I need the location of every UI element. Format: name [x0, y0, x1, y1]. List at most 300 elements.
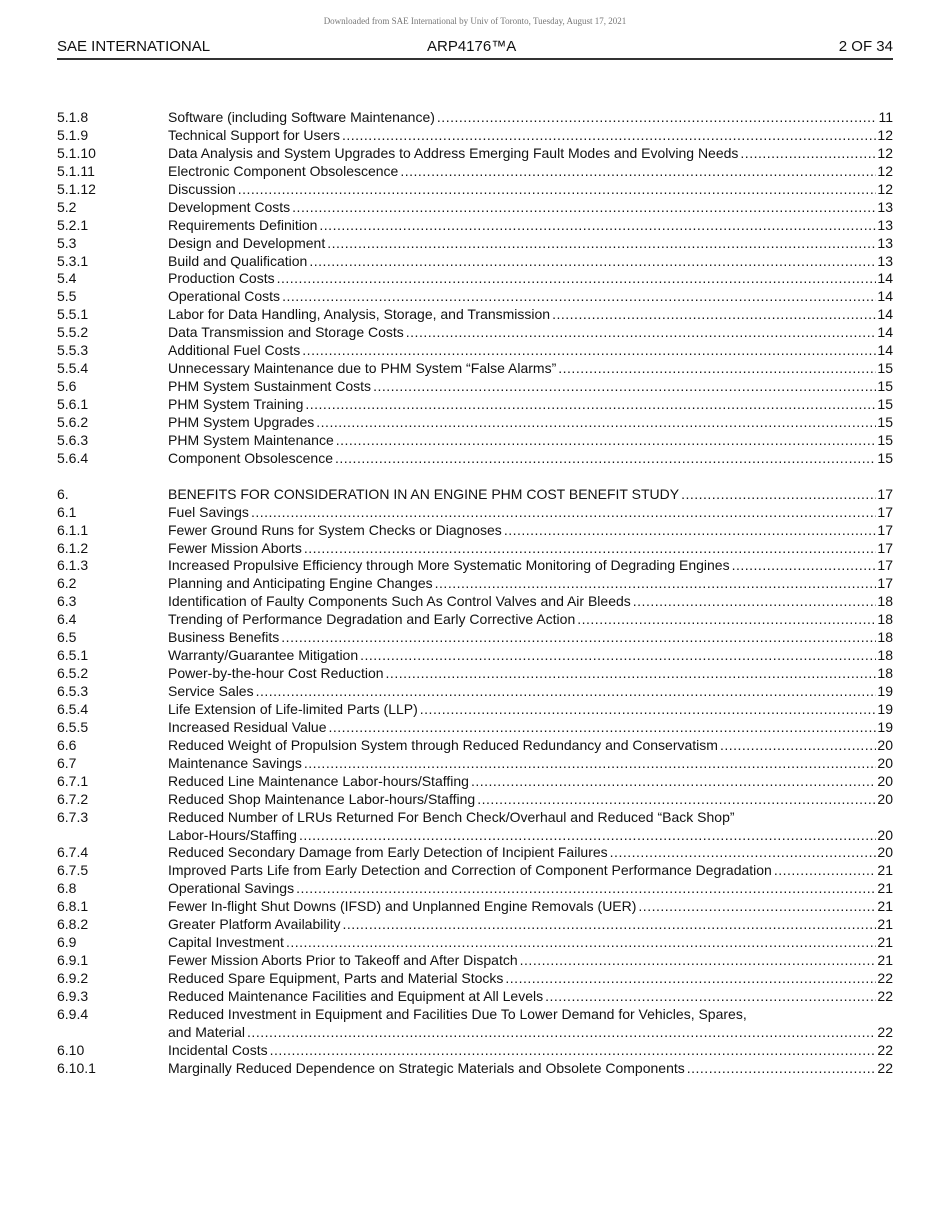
- toc-entry-title[interactable]: Power-by-the-hour Cost Reduction: [168, 665, 384, 682]
- toc-entry-page[interactable]: 13: [877, 198, 893, 215]
- toc-entry-line: [168, 880, 893, 898]
- toc-entry-number: 5.3.1: [57, 252, 89, 269]
- toc-entry[interactable]: [57, 342, 893, 360]
- toc-entry-title[interactable]: Operational Savings: [168, 880, 295, 897]
- toc-entry-page[interactable]: 13: [877, 216, 893, 233]
- toc-entry-number: 5.6: [57, 378, 77, 395]
- toc-entry-title[interactable]: Reduced Investment in Equipment and Facilities Due To Lower Demand for Vehicles, Spares,: [168, 1005, 747, 1022]
- toc-entry-number: 6.9.2: [57, 970, 89, 986]
- toc-entry-line: [168, 342, 893, 360]
- toc-entry-page[interactable]: 21: [877, 898, 893, 915]
- toc-entry-title[interactable]: Increased Residual Value: [168, 718, 327, 735]
- dot-leader: [336, 432, 877, 450]
- toc-entry-line: [168, 1024, 893, 1042]
- toc-entry-page[interactable]: 21: [877, 952, 893, 969]
- toc-entry[interactable]: [57, 934, 893, 952]
- dot-leader: [277, 270, 877, 288]
- dot-leader: [296, 880, 876, 898]
- toc-entry[interactable]: [57, 593, 893, 611]
- toc-entry-title[interactable]: Requirements Definition: [168, 216, 318, 233]
- dot-leader: [471, 773, 876, 791]
- toc-entry[interactable]: [57, 557, 893, 575]
- toc-entry-page[interactable]: 13: [877, 234, 893, 251]
- dot-leader: [270, 1042, 877, 1060]
- toc-entry[interactable]: [57, 360, 893, 378]
- toc-entry-page[interactable]: 11: [878, 109, 893, 125]
- toc-entry-line: [168, 1006, 893, 1024]
- toc-entry-line: [168, 791, 893, 809]
- toc-entry-page[interactable]: 15: [877, 431, 893, 448]
- toc-entry-title[interactable]: Data Transmission and Storage Costs: [168, 324, 404, 341]
- dot-leader: [638, 898, 876, 916]
- toc-entry-title[interactable]: Reduced Weight of Propulsion System through Reduced Redundancy and Conservatism: [168, 736, 718, 753]
- dot-leader: [281, 629, 876, 647]
- toc-entry-line: [168, 988, 893, 1006]
- toc-entry-page[interactable]: 13: [877, 252, 893, 269]
- toc-entry-line: [168, 163, 893, 181]
- toc-entry-page[interactable]: 22: [877, 1041, 893, 1058]
- toc-entry[interactable]: [57, 952, 893, 970]
- toc-entry-line: [168, 396, 893, 414]
- toc-entry-title[interactable]: Unnecessary Maintenance due to PHM System “False Alarms”: [168, 360, 557, 377]
- toc-entry[interactable]: [57, 916, 893, 934]
- dot-leader: [304, 540, 877, 558]
- dot-leader: [577, 611, 876, 629]
- toc-entry-page[interactable]: 20: [877, 844, 893, 861]
- toc-entry-number: 6.9.4: [57, 1005, 89, 1022]
- dot-leader: [292, 199, 876, 217]
- download-notice: Downloaded from SAE International by Univ of Toronto, Tuesday, August 17, 2021: [323, 16, 627, 26]
- toc-entry-page[interactable]: 14: [877, 288, 893, 305]
- dot-leader: [319, 217, 876, 235]
- toc-entry-line: [168, 916, 893, 934]
- dot-leader: [437, 109, 878, 127]
- dot-leader: [302, 342, 876, 360]
- toc-entry[interactable]: [57, 504, 893, 522]
- toc-entry-number: 5.2.1: [57, 216, 89, 233]
- toc-entry-title[interactable]: PHM System Training: [168, 396, 304, 412]
- toc-entry[interactable]: [57, 647, 893, 665]
- toc-entry-title[interactable]: Technical Support for Users: [168, 126, 340, 143]
- toc-entry-continuation[interactable]: [57, 1024, 893, 1042]
- toc-entry-line: [168, 665, 893, 683]
- toc-entry-title[interactable]: Service Sales: [168, 683, 254, 699]
- toc-entry-number: 6.4: [57, 611, 77, 628]
- dot-leader: [545, 988, 876, 1006]
- toc-entry-page[interactable]: 17: [877, 503, 893, 520]
- toc-entry[interactable]: [57, 432, 893, 450]
- dot-leader: [732, 557, 877, 575]
- toc-entry[interactable]: [57, 414, 893, 432]
- dot-leader: [505, 970, 876, 988]
- toc-entry-number: 6.7.2: [57, 790, 89, 807]
- dot-leader: [305, 396, 876, 414]
- toc-entry-page[interactable]: 12: [877, 162, 893, 179]
- toc-entry-title[interactable]: Reduced Number of LRUs Returned For Bench Check/Overhaul and Reduced “Back Shop”: [168, 808, 735, 825]
- toc-entry-number: 6.9: [57, 934, 77, 951]
- toc-entry-page[interactable]: 17: [877, 557, 893, 574]
- toc-entry-page[interactable]: 17: [877, 485, 893, 502]
- toc-entry-title[interactable]: Operational Costs: [168, 288, 281, 305]
- toc-entry-line: [168, 109, 893, 127]
- toc-entry-number: 5.3: [57, 234, 77, 251]
- toc-entry-number: 6.7.4: [57, 844, 89, 861]
- toc-entry-page[interactable]: 15: [877, 360, 893, 377]
- section-spacer: [57, 468, 893, 486]
- toc-entry-page[interactable]: 18: [877, 629, 893, 646]
- toc-entry-title[interactable]: Fewer In-flight Shut Downs (IFSD) and Unplanned Engine Removals (UER): [168, 898, 637, 915]
- toc-entry-page[interactable]: 15: [877, 413, 893, 430]
- dot-leader: [342, 916, 876, 934]
- toc-entry-number: 5.1.9: [57, 126, 89, 143]
- toc-entry-number: 6.: [57, 485, 69, 502]
- toc-entry-page[interactable]: 12: [877, 144, 893, 161]
- toc-entry-title[interactable]: Reduced Shop Maintenance Labor-hours/Staffing: [168, 790, 476, 807]
- toc-entry-line: [168, 253, 893, 271]
- toc-entry[interactable]: [57, 862, 893, 880]
- toc-entry-page[interactable]: 20: [877, 790, 893, 807]
- page-header: [57, 38, 893, 60]
- dot-leader: [400, 163, 876, 181]
- toc-entry[interactable]: [57, 181, 893, 199]
- toc-entry-title[interactable]: Business Benefits: [168, 629, 280, 646]
- toc-entry[interactable]: [57, 737, 893, 755]
- toc-entry-title[interactable]: Software (including Software Maintenance): [168, 109, 435, 125]
- toc-entry-line: [168, 181, 893, 199]
- toc-entry-title[interactable]: Improved Parts Life from Early Detection and Correction of Component Performance Degradation: [168, 862, 772, 879]
- toc-entry-title[interactable]: Fewer Mission Aborts Prior to Takeoff and After Dispatch: [168, 952, 518, 969]
- toc-entry-number: 6.5.4: [57, 700, 89, 717]
- toc-entry-page[interactable]: 14: [877, 324, 893, 341]
- dot-leader: [420, 701, 877, 719]
- toc-entry-page[interactable]: 18: [877, 611, 893, 628]
- toc-entry-line: [168, 1060, 893, 1078]
- toc-entry-number: 5.1.11: [57, 162, 95, 179]
- toc-entry-line: [168, 952, 893, 970]
- toc-entry-number: 5.5.1: [57, 306, 89, 323]
- toc-entry-title[interactable]: PHM System Upgrades: [168, 413, 315, 430]
- dot-leader: [327, 235, 876, 253]
- dot-leader: [309, 253, 876, 271]
- toc-entry[interactable]: [57, 145, 893, 163]
- dot-leader: [251, 504, 876, 522]
- toc-entry-line: [168, 773, 893, 791]
- toc-entry[interactable]: [57, 288, 893, 306]
- toc-entry-line: [168, 683, 893, 701]
- toc-entry-page[interactable]: 21: [877, 934, 893, 951]
- toc-entry-page[interactable]: 20: [877, 826, 893, 843]
- toc-entry-page[interactable]: 14: [877, 342, 893, 359]
- toc-entry-line: [168, 898, 893, 916]
- toc-entry[interactable]: [57, 163, 893, 181]
- toc-entry[interactable]: [57, 701, 893, 719]
- toc-entry-number: 6.5.5: [57, 718, 89, 735]
- toc-entry-number: 5.5.4: [57, 360, 89, 377]
- toc-entry-title[interactable]: Reduced Line Maintenance Labor-hours/Staffing: [168, 772, 469, 789]
- toc-entry-number: 6.5.1: [57, 647, 89, 664]
- header-page-number: 2 OF 34: [838, 38, 893, 55]
- toc-entry-page[interactable]: 19: [877, 718, 893, 735]
- toc-entry-line: [168, 145, 893, 163]
- toc-entry-page[interactable]: 18: [877, 665, 893, 682]
- dot-leader: [740, 145, 876, 163]
- toc-entry-page[interactable]: 21: [877, 862, 893, 879]
- toc-entry-title[interactable]: Production Costs: [168, 270, 275, 287]
- toc-entry-number: 6.10: [57, 1041, 85, 1058]
- toc-entry-page[interactable]: 22: [877, 970, 893, 986]
- toc-entry-title-continued[interactable]: and Material: [168, 1023, 246, 1040]
- toc-entry-line: [168, 719, 893, 737]
- dot-leader: [435, 575, 877, 593]
- toc-entry-page[interactable]: 22: [877, 987, 893, 1004]
- toc-entry-line: [168, 934, 893, 952]
- toc-entry-line: [168, 827, 893, 845]
- toc-entry-line: [168, 844, 893, 862]
- toc-entry-title[interactable]: Design and Development: [168, 234, 326, 251]
- toc-entry-line: [168, 1042, 893, 1060]
- dot-leader: [687, 1060, 877, 1078]
- toc-entry-continuation[interactable]: [57, 827, 893, 845]
- dot-leader: [299, 827, 876, 845]
- toc-entry-number: 5.4: [57, 270, 77, 287]
- toc-entry-title[interactable]: Fewer Ground Runs for System Checks or Diagnoses: [168, 521, 502, 538]
- toc-entry-line: [168, 486, 893, 504]
- toc-entry[interactable]: [57, 127, 893, 145]
- toc-entry-line: [168, 360, 893, 378]
- toc-entry-number: 5.6.3: [57, 431, 89, 448]
- toc-entry[interactable]: [57, 324, 893, 342]
- toc-entry-line: [168, 755, 893, 773]
- toc-entry-title[interactable]: Discussion: [168, 180, 236, 197]
- toc-entry[interactable]: [57, 378, 893, 396]
- toc-entry-title[interactable]: Fewer Mission Aborts: [168, 539, 302, 556]
- toc-entry[interactable]: [57, 665, 893, 683]
- toc-entry-number: 6.10.1: [57, 1059, 96, 1076]
- toc-entry-line: [168, 504, 893, 522]
- header-organization: SAE INTERNATIONAL: [57, 38, 211, 55]
- dot-leader: [247, 1024, 876, 1042]
- toc-entry-number: 5.6.4: [57, 449, 89, 466]
- toc-entry-number: 6.8.1: [57, 898, 89, 915]
- dot-leader: [304, 755, 877, 773]
- dot-leader: [633, 593, 877, 611]
- toc-entry-title[interactable]: BENEFITS FOR CONSIDERATION IN AN ENGINE PHM COST BENEFIT STUDY: [168, 485, 680, 502]
- toc-entry-title-continued[interactable]: Labor-Hours/Staffing: [168, 826, 297, 843]
- dot-leader: [286, 934, 876, 952]
- toc-entry-title[interactable]: Build and Qualification: [168, 252, 308, 269]
- toc-entry-page[interactable]: 22: [877, 1059, 893, 1076]
- toc-entry-title[interactable]: Labor for Data Handling, Analysis, Storage, and Transmission: [168, 306, 551, 323]
- toc-entry[interactable]: [57, 1006, 893, 1024]
- toc-entry[interactable]: [57, 253, 893, 271]
- toc-entry-line: [168, 450, 893, 468]
- dot-leader: [552, 306, 876, 324]
- toc-entry-title[interactable]: Data Analysis and System Upgrades to Address Emerging Fault Modes and Evolving Needs: [168, 144, 739, 161]
- toc-entry-page[interactable]: 20: [877, 754, 893, 771]
- toc-entry-number: 5.5.2: [57, 324, 89, 341]
- toc-entry-number: 6.7.1: [57, 772, 89, 789]
- toc-entry-number: 6.7: [57, 754, 77, 771]
- toc-entry-page[interactable]: 18: [877, 593, 893, 610]
- toc-entry[interactable]: [57, 755, 893, 773]
- toc-entry-page[interactable]: 22: [877, 1023, 893, 1040]
- toc-entry-line: [168, 557, 893, 575]
- toc-entry-number: 6.7.5: [57, 862, 89, 879]
- toc-entry[interactable]: [57, 809, 893, 827]
- toc-entry-line: [168, 288, 893, 306]
- toc-entry[interactable]: [57, 629, 893, 647]
- toc-entry-number: 5.2: [57, 198, 77, 215]
- toc-entry-number: 6.2: [57, 575, 77, 592]
- dot-leader: [558, 360, 876, 378]
- toc-entry-number: 5.1.10: [57, 144, 96, 161]
- toc-entry-number: 5.6.2: [57, 413, 89, 430]
- toc-entry-title[interactable]: Component Obsolescence: [168, 449, 333, 466]
- toc-entry-number: 6.8: [57, 880, 77, 897]
- toc-entry[interactable]: [57, 235, 893, 253]
- toc-entry[interactable]: [57, 522, 893, 540]
- toc-entry-page[interactable]: 14: [877, 306, 893, 323]
- toc-entry-number: 6.1.3: [57, 557, 89, 574]
- toc-entry-line: [168, 701, 893, 719]
- toc-entry[interactable]: [57, 773, 893, 791]
- toc-entry-line: [168, 306, 893, 324]
- toc-entry[interactable]: [57, 575, 893, 593]
- toc-entry-line: [168, 540, 893, 558]
- toc-entry-page[interactable]: 12: [877, 126, 893, 143]
- toc-entry[interactable]: [57, 217, 893, 235]
- toc-entry[interactable]: [57, 396, 893, 414]
- toc-entry-page[interactable]: 20: [877, 772, 893, 789]
- toc-entry[interactable]: [57, 109, 893, 127]
- dot-leader: [720, 737, 876, 755]
- toc-entry-page[interactable]: 19: [877, 683, 893, 699]
- dot-leader: [681, 486, 876, 504]
- toc-entry-line: [168, 324, 893, 342]
- toc-entry-title[interactable]: Trending of Performance Degradation and Early Corrective Action: [168, 611, 576, 628]
- toc-entry-line: [168, 575, 893, 593]
- dot-leader: [238, 181, 877, 199]
- toc-entry-page[interactable]: 12: [877, 180, 893, 197]
- toc-entry-title[interactable]: Additional Fuel Costs: [168, 342, 301, 359]
- toc-entry[interactable]: [57, 970, 893, 988]
- toc-entry-number: 5.5: [57, 288, 77, 305]
- dot-leader: [342, 127, 876, 145]
- toc-entry-title[interactable]: Increased Propulsive Efficiency through More Systematic Monitoring of Degrading Engines: [168, 557, 730, 574]
- toc-entry-number: 5.1.8: [57, 109, 89, 125]
- dot-leader: [386, 665, 877, 683]
- toc-entry-page[interactable]: 18: [877, 647, 893, 664]
- toc-entry-number: 6.6: [57, 736, 77, 753]
- toc-entry[interactable]: [57, 898, 893, 916]
- dot-leader: [774, 862, 877, 880]
- toc-entry[interactable]: [57, 611, 893, 629]
- dot-leader: [282, 288, 876, 306]
- toc-entry[interactable]: [57, 1042, 893, 1060]
- toc-entry-title[interactable]: Reduced Spare Equipment, Parts and Material Stocks: [168, 970, 504, 986]
- toc-entry[interactable]: [57, 719, 893, 737]
- toc-entry-page[interactable]: 17: [877, 539, 893, 556]
- toc-entry-number: 6.8.2: [57, 916, 89, 933]
- toc-entry-title[interactable]: Reduced Secondary Damage from Early Detection of Incipient Failures: [168, 844, 608, 861]
- toc-entry-line: [168, 862, 893, 880]
- toc-entry[interactable]: [57, 199, 893, 217]
- toc-entry[interactable]: [57, 540, 893, 558]
- toc-entry-title[interactable]: Fuel Savings: [168, 503, 249, 520]
- toc-entry-title[interactable]: Incidental Costs: [168, 1041, 268, 1058]
- toc-entry-title[interactable]: PHM System Maintenance: [168, 431, 334, 448]
- toc-entry-line: [168, 647, 893, 665]
- dot-leader: [360, 647, 876, 665]
- toc-entry[interactable]: [57, 880, 893, 898]
- toc-entry-page[interactable]: 21: [877, 880, 893, 897]
- toc-entry-page[interactable]: 15: [877, 449, 893, 466]
- toc-entry-line: [168, 127, 893, 145]
- toc-entry[interactable]: [57, 791, 893, 809]
- toc-entry[interactable]: [57, 844, 893, 862]
- toc-entry-page[interactable]: 14: [877, 270, 893, 287]
- toc-entry-line: [168, 432, 893, 450]
- toc-entry-title[interactable]: Planning and Anticipating Engine Changes: [168, 575, 433, 592]
- toc-entry-number: 6.5.3: [57, 683, 89, 699]
- toc-entry[interactable]: [57, 306, 893, 324]
- toc-entry-title[interactable]: Reduced Maintenance Facilities and Equipment at All Levels: [168, 987, 544, 1004]
- toc-entry-line: [168, 199, 893, 217]
- dot-leader: [610, 844, 877, 862]
- toc-entry-line: [168, 593, 893, 611]
- toc-entry-title[interactable]: Maintenance Savings: [168, 754, 302, 771]
- toc-entry-title[interactable]: Capital Investment: [168, 934, 284, 951]
- toc-entry-number: 6.1.1: [57, 521, 89, 538]
- toc-entry-page[interactable]: 21: [877, 916, 893, 933]
- toc-entry-number: 6.9.1: [57, 952, 89, 969]
- toc-entry-title[interactable]: Marginally Reduced Dependence on Strategic Materials and Obsolete Components: [168, 1059, 685, 1076]
- toc-entry-line: [168, 611, 893, 629]
- toc-entry-page[interactable]: 17: [877, 575, 893, 592]
- toc-entry-page[interactable]: 20: [877, 736, 893, 753]
- toc-entry-title[interactable]: Electronic Component Obsolescence: [168, 162, 399, 179]
- dot-leader: [316, 414, 876, 432]
- toc-entry-title[interactable]: PHM System Sustainment Costs: [168, 378, 372, 395]
- toc-entry-number: 5.6.1: [57, 396, 89, 412]
- toc-entry-title[interactable]: Warranty/Guarantee Mitigation: [168, 647, 359, 664]
- toc-entry-number: 5.5.3: [57, 342, 89, 359]
- toc-entry-line: [168, 522, 893, 540]
- toc-entry[interactable]: [57, 270, 893, 288]
- toc-entry-line: [168, 737, 893, 755]
- toc-entry[interactable]: [57, 988, 893, 1006]
- toc-entry-page[interactable]: 15: [877, 378, 893, 395]
- toc-entry-line: [168, 970, 893, 988]
- toc-entry[interactable]: [57, 683, 893, 701]
- toc-entry-title[interactable]: Identification of Faulty Components Such As Control Valves and Air Bleeds: [168, 593, 631, 610]
- toc-entry-page[interactable]: 19: [877, 700, 893, 717]
- toc-entry-page[interactable]: 15: [877, 396, 893, 412]
- toc-entry[interactable]: [57, 1060, 893, 1078]
- toc-entry-line: [168, 235, 893, 253]
- toc-entry[interactable]: [57, 450, 893, 468]
- toc-entry-number: 6.5.2: [57, 665, 89, 682]
- toc-entry-title[interactable]: Life Extension of Life-limited Parts (LLP): [168, 700, 418, 717]
- toc-entry-title[interactable]: Development Costs: [168, 198, 291, 215]
- toc-entry-number: 6.1: [57, 503, 77, 520]
- toc-entry-line: [168, 629, 893, 647]
- dot-leader: [477, 791, 876, 809]
- toc-entry-page[interactable]: 17: [877, 521, 893, 538]
- toc-entry-title[interactable]: Greater Platform Availability: [168, 916, 341, 933]
- toc-entry[interactable]: [57, 486, 893, 504]
- dot-leader: [329, 719, 877, 737]
